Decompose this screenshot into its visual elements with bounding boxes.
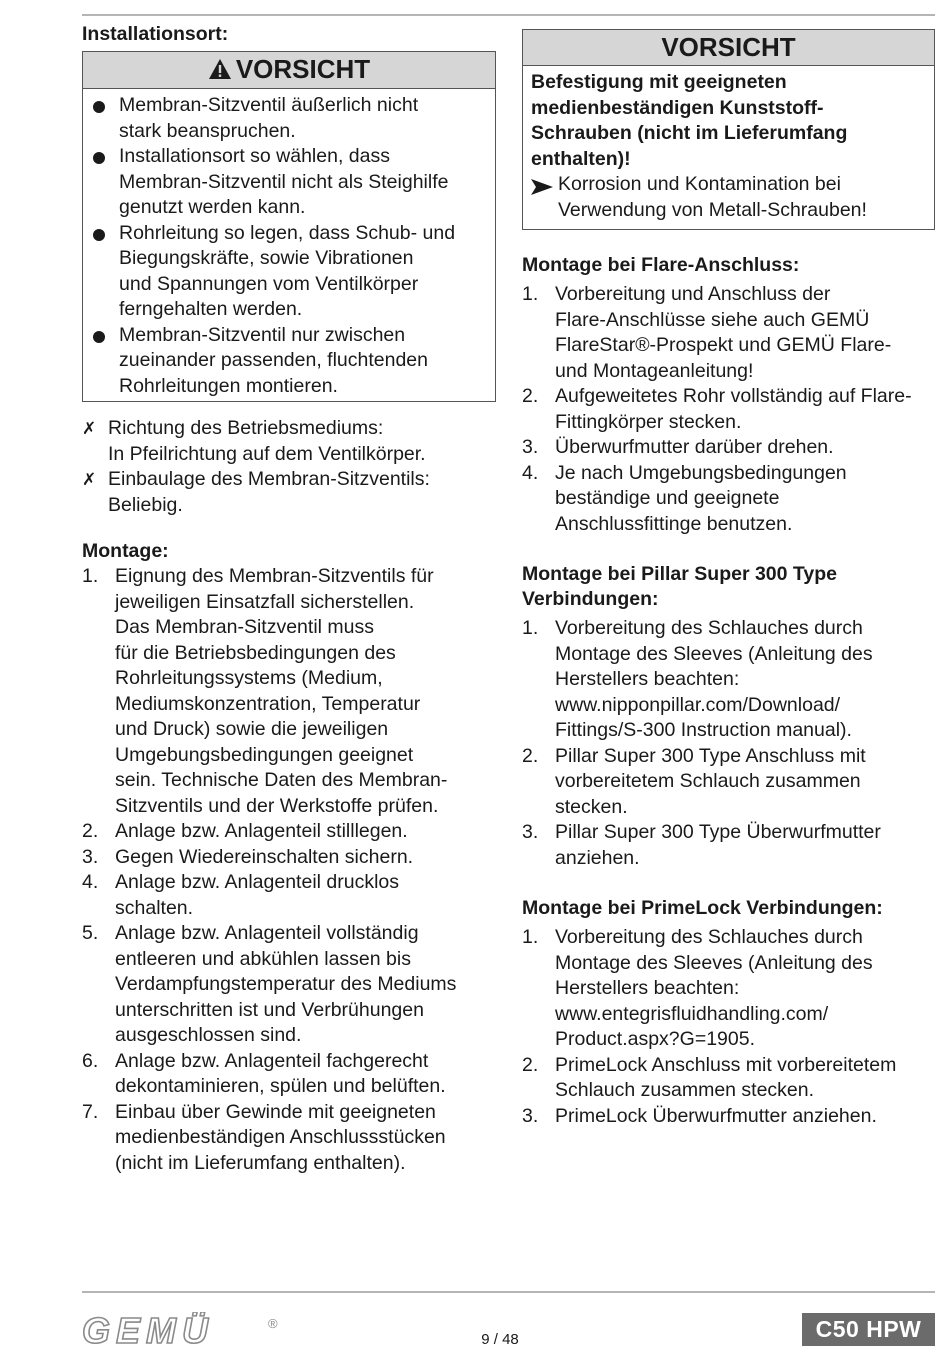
text-line: www.nipponpillar.com/Download/ [555,693,841,716]
bullet-dot-icon [93,101,105,113]
text-line: Einbaulage des Membran-Sitzventils: [108,468,430,490]
bullet-dot-icon [93,331,105,343]
text-line: Richtung des Betriebsmediums: [108,417,384,439]
caution-box-fastening [522,29,935,230]
step-number: 4. [522,461,539,484]
text-line: Herstellers beachten: [555,668,740,690]
text-line: Anlage bzw. Anlagenteil fachgerecht [115,1049,429,1072]
pillar-heading [522,562,935,612]
text-line: für die Betriebsbedingungen des [115,641,396,664]
text-line: Herstellers beachten: [555,977,740,999]
pillar-steps-list [522,616,935,871]
text-line: jeweiligen Einsatzfall sicherstellen. [115,590,415,613]
step-number: 2. [522,385,539,407]
text-line: anziehen. [555,846,640,869]
text-line: Fittings/S-300 Instruction manual). [555,719,852,741]
step-item [522,1053,935,1104]
text-line: Biegungskräfte, sowie Vibrationen [119,247,414,269]
text-line: Montage bei Pillar Super 300 Type [522,563,837,585]
cross-mark-icon: ✗ [82,470,97,489]
text-line: Gegen Wiedereinschalten sichern. [115,845,414,868]
text-line: Schrauben (nicht im Lieferumfang [531,122,848,144]
step-item [82,1049,496,1100]
product-badge: C50 HPW [802,1313,935,1346]
arrow-right-icon [531,177,553,203]
caution-item [87,221,489,323]
text-line: stark beanspruchen. [119,119,296,142]
step-item [522,820,935,871]
cross-mark-icon: ✗ [82,419,97,438]
text-line: Befestigung mit geeigneten [531,71,787,93]
info-item [82,416,496,467]
text-line: zueinander passenden, fluchtenden [119,349,428,371]
text-line: Rohrleitung so legen, dass Schub- und [119,221,456,244]
bullet-dot-icon [93,229,105,241]
step-item [522,282,935,384]
step-number: 1. [522,926,539,948]
text-line: sein. Technische Daten des Membran- [115,769,448,791]
primelock-steps-list [522,925,935,1129]
caution-box-installation [82,51,496,402]
caution-consequence [523,172,934,229]
text-line: Flare-Anschlüsse siehe auch GEMÜ [555,308,870,331]
caution-header-right: VORSICHT [523,30,934,66]
step-item [522,925,935,1053]
step-item [522,1104,935,1130]
step-number: 2. [82,820,99,842]
svg-text:®: ® [268,1316,278,1331]
logo-wordmark: GEMÜ [82,1312,214,1348]
step-number: 2. [522,744,539,767]
text-line: beständige und geeignete [555,487,780,509]
text-line: Anlage bzw. Anlagenteil stilllegen. [115,820,408,842]
step-number: 6. [82,1049,99,1072]
text-line: schalten. [115,896,194,919]
step-number: 1. [522,283,539,305]
text-line: Rohrleitungen montieren. [119,374,338,397]
text-line: und Montageanleitung! [555,359,754,382]
text-line: Vorbereitung und Anschluss der [555,283,831,305]
step-number: 2. [522,1053,539,1076]
text-line: Membran-Sitzventil nicht als Steighilfe [119,170,449,193]
text-line: Je nach Umgebungsbedingungen [555,461,847,484]
step-number: 3. [522,1104,539,1127]
step-item [522,744,935,821]
info-list [82,416,496,518]
text-line: enthalten)! [531,147,631,170]
caution-list [83,89,495,401]
text-line: In Pfeilrichtung auf dem Ventilkörper. [108,442,426,465]
primelock-heading: Montage bei PrimeLock Verbindungen: [522,897,883,919]
montage-steps-list [82,564,496,1176]
step-item [82,564,496,819]
step-item [82,819,496,845]
text-line: dekontaminieren, spülen und belüften. [115,1075,446,1097]
step-number: 3. [82,845,99,868]
text-line: Pillar Super 300 Type Überwurfmutter [555,821,881,843]
info-item [82,467,496,518]
text-line: PrimeLock Anschluss mit vorbereitetem [555,1053,897,1076]
right-column [522,29,935,1129]
text-line: Einbau über Gewinde mit geeigneten [115,1100,436,1123]
text-line: medienbeständigen Kunststoff- [531,96,824,119]
installation-heading: Installationsort: [82,23,229,45]
text-line: Membran-Sitzventil äußerlich nicht [119,94,419,116]
gemu-logo [82,1312,287,1356]
step-item [522,384,935,435]
text-line: genutzt werden kann. [119,196,306,218]
text-line: medienbeständigen Anschlussstücken [115,1126,446,1148]
text-line: Rohrleitungssystems (Medium, [115,667,383,689]
text-line: ausgeschlossen sind. [115,1024,302,1046]
text-line: Schlauch zusammen stecken. [555,1079,815,1101]
text-line: und Spannungen vom Ventilkörper [119,272,419,295]
text-line: vorbereitetem Schlauch zusammen [555,770,861,792]
text-line: PrimeLock Überwurfmutter anziehen. [555,1104,877,1127]
text-line: Fittingkörper stecken. [555,410,742,433]
step-item [82,921,496,1049]
text-line: Montage des Sleeves (Anleitung des [555,951,873,974]
text-line: www.entegrisfluidhandling.com/ [555,1002,829,1025]
step-number: 1. [522,617,539,639]
text-line: entleeren und abkühlen lassen bis [115,947,411,970]
text-line: Installationsort so wählen, dass [119,145,390,167]
text-line: Anschlussfittinge benutzen. [555,512,793,535]
top-rule [82,14,935,16]
text-line: Sitzventils und der Werkstoffe prüfen. [115,794,439,817]
text-line: Umgebungsbedingungen geeignet [115,743,414,766]
step-number: 5. [82,922,99,944]
left-column [82,22,496,1176]
caution-item [87,144,489,221]
text-line: Vorbereitung des Schlauches durch [555,617,863,639]
footer-rule [82,1291,935,1293]
step-item [82,1100,496,1177]
text-line: Product.aspx?G=1905. [555,1028,756,1050]
step-number: 4. [82,871,99,893]
caution-header [83,52,495,89]
step-number: 7. [82,1100,99,1123]
step-item [82,870,496,921]
step-item [522,461,935,538]
text-line: Pillar Super 300 Type Anschluss mit [555,744,866,767]
step-item [522,435,935,461]
text-line: und Druck) sowie die jeweiligen [115,718,389,740]
caution-item [87,93,489,144]
text-line: Anlage bzw. Anlagenteil drucklos [115,871,400,893]
text-line: Membran-Sitzventil nur zwischen [119,323,406,346]
flare-heading: Montage bei Flare-Anschluss: [522,254,800,276]
text-line: Verdampfungstemperatur des Mediums [115,973,457,995]
text-line: ferngehalten werden. [119,298,303,320]
text-line: Montage des Sleeves (Anleitung des [555,642,873,665]
page-number: 9 / 48 [481,1331,519,1348]
text-line: Vorbereitung des Schlauches durch [555,926,863,948]
text-line: Aufgeweitetes Rohr vollständig auf Flare- [555,385,912,407]
text-line: Verwendung von Metall-Schrauben! [558,198,867,221]
text-line: Verbindungen: [522,588,659,610]
flare-steps-list [522,282,935,537]
text-line: Beliebig. [108,493,183,516]
text-line: stecken. [555,795,628,818]
step-number: 1. [82,565,99,587]
text-line: (nicht im Lieferumfang enthalten). [115,1151,406,1174]
text-line: Korrosion und Kontamination bei [558,173,841,195]
text-line: FlareStar®-Prospekt und GEMÜ Flare- [555,334,892,356]
text-line: Anlage bzw. Anlagenteil vollständig [115,922,419,944]
text-line: unterschritten ist und Verbrühungen [115,998,424,1021]
bullet-dot-icon [93,152,105,164]
text-line: Eignung des Membran-Sitzventils für [115,565,434,587]
caution-item [87,323,489,400]
step-number: 3. [522,436,539,458]
text-line: Überwurfmutter darüber drehen. [555,436,834,458]
step-item [522,616,935,744]
step-number: 3. [522,821,539,843]
caution-title: VORSICHT [235,54,371,84]
caution-instruction [523,66,934,172]
text-line: Mediumskonzentration, Temperatur [115,692,421,715]
montage-heading: Montage: [82,540,169,562]
warning-triangle-icon [208,54,232,89]
step-item [82,845,496,871]
text-line: Das Membran-Sitzventil muss [115,616,374,638]
